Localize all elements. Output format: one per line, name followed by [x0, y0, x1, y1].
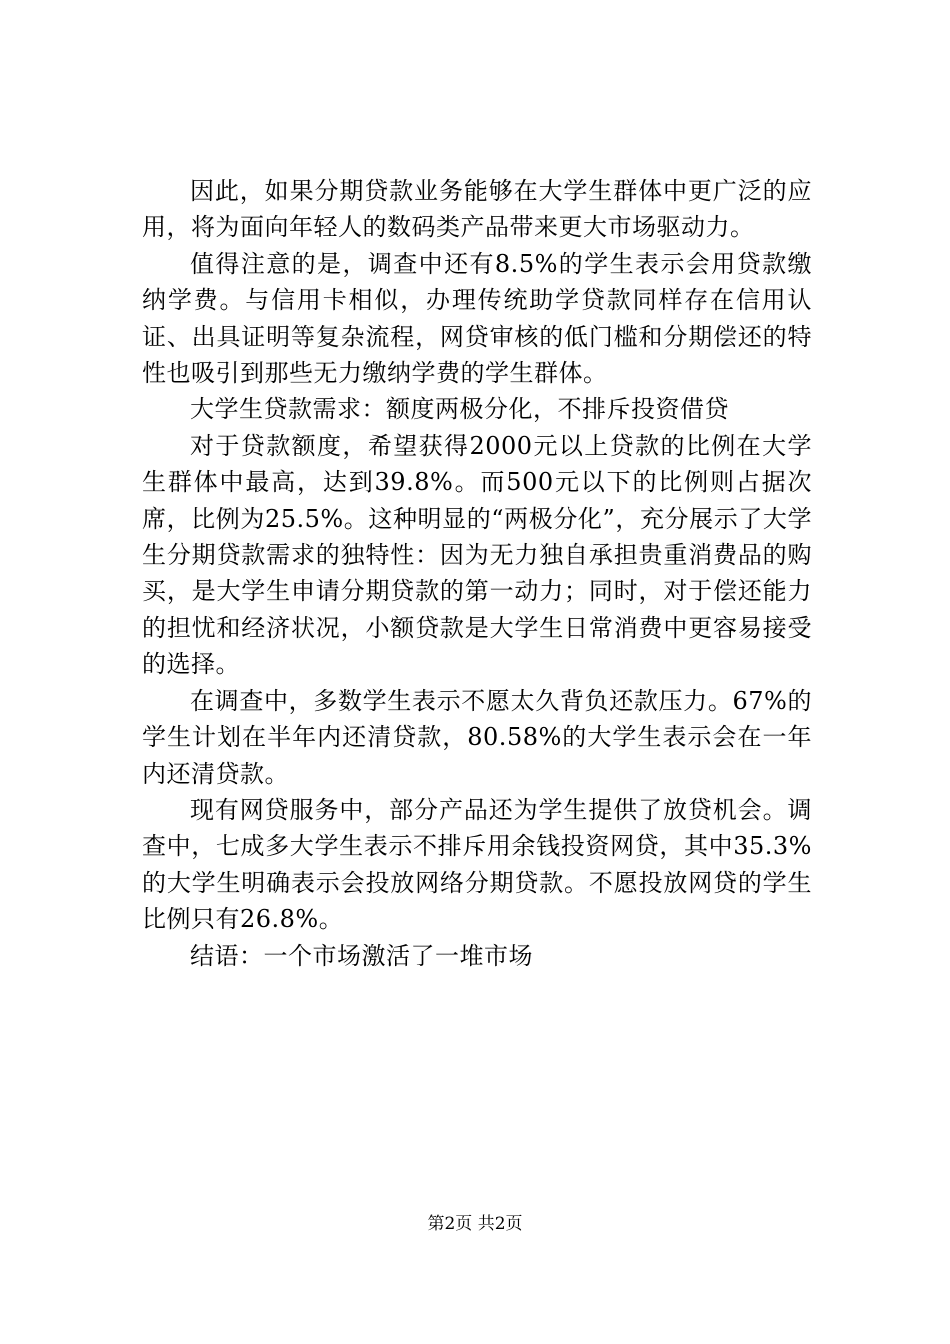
paragraph: 对于贷款额度，希望获得2000元以上贷款的比例在大学生群体中最高，达到39.8%。而500元以下的比例则占据次席，比例为25.5%。这种明显的“两极分化”，充分展示了大学生分期贷款需求的独特性：因为无力独自承担贵重消费品的购买，是大学生申请分期贷款的第一动力；同时，对于偿还能力的担忧和经济状况，小额贷款是大学生日常消费中更容易接受的选择。 — [142, 431, 812, 679]
paragraph: 在调查中，多数学生表示不愿太久背负还款压力。67%的学生计划在半年内还清贷款，80.58%的大学生表示会在一年内还清贷款。 — [142, 686, 812, 788]
section-heading: 大学生贷款需求：额度两极分化，不排斥投资借贷 — [190, 395, 729, 424]
paragraph: 因此，如果分期贷款业务能够在大学生群体中更广泛的应用，将为面向年轻人的数码类产品带来更大市场驱动力。 — [142, 177, 812, 242]
paragraph: 现有网贷服务中，部分产品还为学生提供了放贷机会。调查中，七成多大学生表示不排斥用余钱投资网贷，其中35.3%的大学生明确表示会投放网络分期贷款。不愿投放网贷的学生比例只有26.8%。 — [142, 795, 812, 934]
section-heading: 结语：一个市场激活了一堆市场 — [190, 941, 533, 970]
paragraph: 值得注意的是，调查中还有8.5%的学生表示会用贷款缴纳学费。与信用卡相似，办理传统助学贷款同样存在信用认证、出具证明等复杂流程，网贷审核的低门槛和分期偿还的特性也吸引到那些无力缴纳学费的学生群体。 — [142, 249, 812, 388]
page-footer: 第2页 共2页 — [427, 1214, 523, 1234]
document-body — [142, 173, 812, 974]
